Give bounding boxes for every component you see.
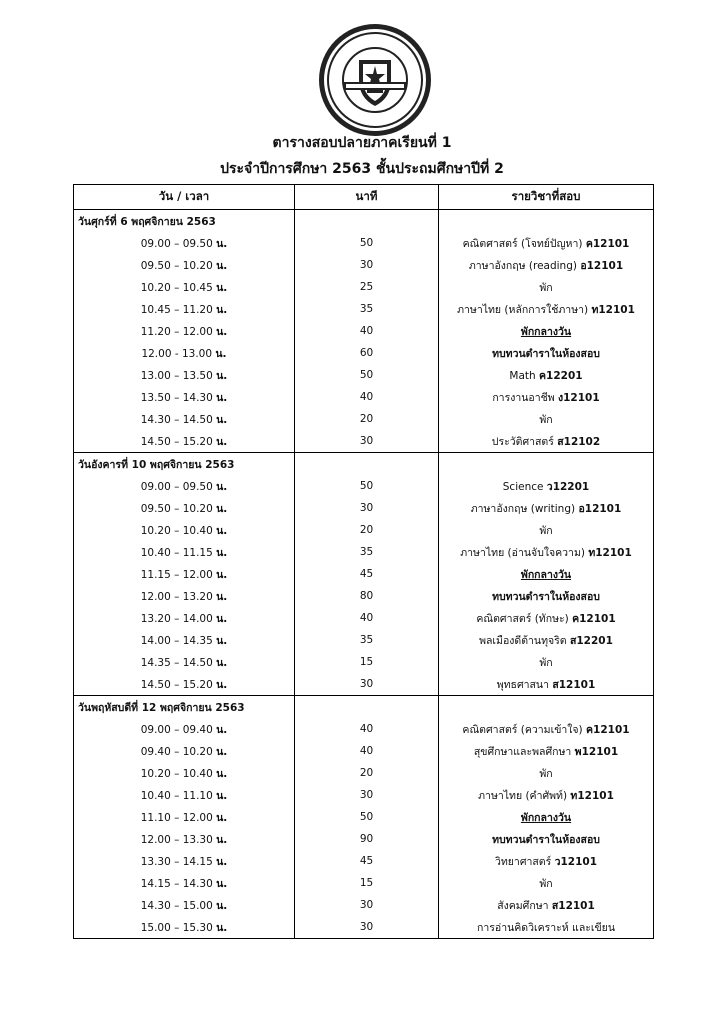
minutes-cell: 40 bbox=[295, 386, 439, 408]
time-unit: น. bbox=[216, 723, 228, 736]
empty-cell bbox=[439, 210, 654, 233]
time-range: 12.00 – 13.30 bbox=[140, 833, 213, 846]
subject-name: ทบทวนตำราในห้องสอบ bbox=[492, 590, 600, 603]
time-range: 11.15 – 12.00 bbox=[140, 568, 213, 581]
subject-code: ส12101 bbox=[551, 899, 595, 912]
time-unit: น. bbox=[216, 546, 228, 559]
subject-cell bbox=[439, 673, 654, 696]
exam-schedule-subtitle: ประจำปีการศึกษา 2563 ชั้นประถมศึกษาปีที่ 2 bbox=[220, 161, 504, 177]
time-range: 14.35 – 14.50 bbox=[140, 656, 213, 669]
minutes-cell: 45 bbox=[295, 850, 439, 872]
table-header-row bbox=[74, 185, 654, 210]
subject-cell bbox=[439, 430, 654, 453]
time-cell bbox=[74, 475, 295, 497]
minutes-cell: 20 bbox=[295, 762, 439, 784]
time-cell bbox=[74, 386, 295, 408]
time-range: 09.50 – 10.20 bbox=[140, 502, 213, 515]
time-range: 13.00 – 13.50 bbox=[140, 369, 213, 382]
time-cell bbox=[74, 828, 295, 850]
subject-cell bbox=[439, 762, 654, 784]
time-unit: น. bbox=[216, 413, 228, 426]
time-cell bbox=[74, 806, 295, 828]
time-unit: น. bbox=[216, 767, 228, 780]
subject-code: ส12102 bbox=[557, 435, 601, 448]
table-row bbox=[74, 430, 654, 453]
subject-name: ภาษาไทย (หลักการใช้ภาษา) bbox=[457, 303, 589, 316]
subject-name: พุทธศาสนา bbox=[496, 678, 549, 691]
minutes-cell: 35 bbox=[295, 629, 439, 651]
subject-cell bbox=[439, 541, 654, 563]
time-range: 14.15 – 14.30 bbox=[140, 877, 213, 890]
time-unit: น. bbox=[216, 921, 228, 934]
time-range: 11.20 – 12.00 bbox=[140, 325, 213, 338]
time-range: 14.50 – 15.20 bbox=[140, 678, 213, 691]
time-unit: น. bbox=[216, 877, 228, 890]
subject-cell bbox=[439, 828, 654, 850]
time-unit: น. bbox=[216, 435, 228, 448]
subject-code: ท12101 bbox=[588, 546, 632, 559]
minutes-cell: 35 bbox=[295, 541, 439, 563]
table-row bbox=[74, 872, 654, 894]
time-unit: น. bbox=[216, 391, 228, 404]
time-unit: น. bbox=[216, 855, 228, 868]
minutes-cell: 45 bbox=[295, 563, 439, 585]
table-row bbox=[74, 894, 654, 916]
time-range: 14.50 – 15.20 bbox=[140, 435, 213, 448]
table-row bbox=[74, 364, 654, 386]
subject-cell bbox=[439, 629, 654, 651]
subject-name: พักกลางวัน bbox=[520, 325, 572, 338]
time-range: 10.40 – 11.10 bbox=[140, 789, 213, 802]
minutes-cell: 50 bbox=[295, 364, 439, 386]
time-range: 11.10 – 12.00 bbox=[140, 811, 213, 824]
table-row bbox=[74, 519, 654, 541]
time-unit: น. bbox=[216, 811, 228, 824]
subject-name: ทบทวนตำราในห้องสอบ bbox=[492, 833, 600, 846]
time-unit: น. bbox=[215, 347, 227, 360]
minutes-cell: 30 bbox=[295, 497, 439, 519]
subject-cell bbox=[439, 585, 654, 607]
minutes-cell: 15 bbox=[295, 872, 439, 894]
subject-code: ท12101 bbox=[591, 303, 635, 316]
time-cell bbox=[74, 430, 295, 453]
minutes-cell: 50 bbox=[295, 475, 439, 497]
subject-cell bbox=[439, 386, 654, 408]
school-seal-logo bbox=[314, 22, 436, 138]
table-row bbox=[74, 651, 654, 673]
subject-name: คณิตศาสตร์ (ความเข้าใจ) bbox=[462, 723, 583, 736]
day-header-row bbox=[74, 210, 654, 233]
time-unit: น. bbox=[216, 899, 228, 912]
time-cell bbox=[74, 607, 295, 629]
table-row bbox=[74, 320, 654, 342]
time-cell bbox=[74, 364, 295, 386]
minutes-cell: 20 bbox=[295, 519, 439, 541]
subject-cell bbox=[439, 563, 654, 585]
empty-cell bbox=[295, 210, 439, 233]
time-unit: น. bbox=[216, 745, 228, 758]
minutes-cell: 30 bbox=[295, 894, 439, 916]
time-cell bbox=[74, 519, 295, 541]
subject-code: ท12101 bbox=[570, 789, 614, 802]
subject-name: พัก bbox=[539, 877, 553, 890]
subject-cell bbox=[439, 740, 654, 762]
subject-name: ภาษาอังกฤษ (writing) bbox=[470, 502, 576, 515]
subject-cell bbox=[439, 342, 654, 364]
subject-code: ค12101 bbox=[586, 723, 630, 736]
time-unit: น. bbox=[216, 369, 228, 382]
subject-code: ค12201 bbox=[539, 369, 583, 382]
minutes-cell: 25 bbox=[295, 276, 439, 298]
time-unit: น. bbox=[216, 237, 228, 250]
minutes-cell: 30 bbox=[295, 673, 439, 696]
table-row bbox=[74, 916, 654, 939]
time-cell bbox=[74, 651, 295, 673]
subject-code: ส12201 bbox=[569, 634, 613, 647]
table-row bbox=[74, 563, 654, 585]
time-range: 09.00 – 09.40 bbox=[140, 723, 213, 736]
subject-name: พลเมืองดีต้านทุจริต bbox=[479, 634, 567, 647]
table-row bbox=[74, 298, 654, 320]
time-range: 13.20 – 14.00 bbox=[140, 612, 213, 625]
subject-cell bbox=[439, 784, 654, 806]
subject-name: วิทยาศาสตร์ bbox=[494, 855, 552, 868]
subject-name: ทบทวนตำราในห้องสอบ bbox=[492, 347, 600, 360]
table-row bbox=[74, 254, 654, 276]
minutes-cell: 50 bbox=[295, 232, 439, 254]
time-unit: น. bbox=[216, 568, 228, 581]
time-unit: น. bbox=[216, 480, 228, 493]
table-row bbox=[74, 276, 654, 298]
minutes-cell: 60 bbox=[295, 342, 439, 364]
subject-name: คณิตศาสตร์ (โจทย์ปัญหา) bbox=[462, 237, 583, 250]
subject-name: คณิตศาสตร์ (ทักษะ) bbox=[476, 612, 569, 625]
subject-cell bbox=[439, 872, 654, 894]
subject-code: พ12101 bbox=[574, 745, 619, 758]
time-range: 10.20 – 10.45 bbox=[140, 281, 213, 294]
subject-code: ง12101 bbox=[558, 391, 600, 404]
column-header-subject: รายวิชาที่สอบ bbox=[439, 185, 654, 210]
minutes-cell: 30 bbox=[295, 784, 439, 806]
table-row bbox=[74, 784, 654, 806]
subject-name: พัก bbox=[539, 413, 553, 426]
time-range: 10.20 – 10.40 bbox=[140, 524, 213, 537]
time-unit: น. bbox=[216, 833, 228, 846]
minutes-cell: 40 bbox=[295, 740, 439, 762]
table-row bbox=[74, 497, 654, 519]
subject-cell bbox=[439, 916, 654, 939]
time-cell bbox=[74, 254, 295, 276]
time-range: 15.00 – 15.30 bbox=[140, 921, 213, 934]
subject-cell bbox=[439, 806, 654, 828]
time-range: 10.20 – 10.40 bbox=[140, 767, 213, 780]
subject-name: ภาษาไทย (คำศัพท์) bbox=[478, 789, 568, 802]
subject-name: ภาษาไทย (อ่านจับใจความ) bbox=[460, 546, 585, 559]
subject-cell bbox=[439, 850, 654, 872]
subject-cell bbox=[439, 894, 654, 916]
time-unit: น. bbox=[216, 634, 228, 647]
table-row bbox=[74, 386, 654, 408]
subject-name: ภาษาอังกฤษ (reading) bbox=[468, 259, 577, 272]
subject-code: ว12201 bbox=[546, 480, 590, 493]
time-cell bbox=[74, 762, 295, 784]
subject-name: พัก bbox=[539, 524, 553, 537]
subject-cell bbox=[439, 298, 654, 320]
table-row bbox=[74, 740, 654, 762]
time-unit: น. bbox=[216, 281, 228, 294]
table-row bbox=[74, 828, 654, 850]
time-range: 14.00 – 14.35 bbox=[140, 634, 213, 647]
subject-cell bbox=[439, 232, 654, 254]
table-row bbox=[74, 475, 654, 497]
subject-code: ค12101 bbox=[572, 612, 616, 625]
subject-name: การอ่านคิดวิเคราะห์ และเขียน bbox=[477, 921, 615, 934]
day-label: วันพฤหัสบดีที่ 12 พฤศจิกายน 2563 bbox=[74, 696, 295, 719]
subject-cell bbox=[439, 475, 654, 497]
empty-cell bbox=[439, 696, 654, 719]
time-cell bbox=[74, 916, 295, 939]
table-row bbox=[74, 718, 654, 740]
time-cell bbox=[74, 541, 295, 563]
minutes-cell: 90 bbox=[295, 828, 439, 850]
table-row bbox=[74, 762, 654, 784]
subject-cell bbox=[439, 497, 654, 519]
empty-cell bbox=[295, 453, 439, 476]
time-cell bbox=[74, 850, 295, 872]
subject-name: พัก bbox=[539, 281, 553, 294]
time-range: 14.30 – 15.00 bbox=[140, 899, 213, 912]
subject-name: ประวัติศาสตร์ bbox=[491, 435, 554, 448]
time-cell bbox=[74, 629, 295, 651]
subject-cell bbox=[439, 254, 654, 276]
minutes-cell: 40 bbox=[295, 607, 439, 629]
table-row bbox=[74, 850, 654, 872]
table-row bbox=[74, 541, 654, 563]
time-cell bbox=[74, 894, 295, 916]
minutes-cell: 40 bbox=[295, 320, 439, 342]
time-unit: น. bbox=[216, 303, 228, 316]
minutes-cell: 15 bbox=[295, 651, 439, 673]
time-cell bbox=[74, 232, 295, 254]
time-range: 09.50 – 10.20 bbox=[140, 259, 213, 272]
time-cell bbox=[74, 320, 295, 342]
time-range: 12.00 – 13.20 bbox=[140, 590, 213, 603]
table-row bbox=[74, 673, 654, 696]
minutes-cell: 30 bbox=[295, 430, 439, 453]
time-range: 10.40 – 11.15 bbox=[140, 546, 213, 559]
minutes-cell: 40 bbox=[295, 718, 439, 740]
time-cell bbox=[74, 718, 295, 740]
time-unit: น. bbox=[216, 259, 228, 272]
subject-code: อ12101 bbox=[580, 259, 624, 272]
time-cell bbox=[74, 740, 295, 762]
subject-name: พัก bbox=[539, 767, 553, 780]
time-cell bbox=[74, 298, 295, 320]
table-row bbox=[74, 585, 654, 607]
time-cell bbox=[74, 408, 295, 430]
subject-cell bbox=[439, 276, 654, 298]
time-cell bbox=[74, 497, 295, 519]
time-range: 09.40 – 10.20 bbox=[140, 745, 213, 758]
minutes-cell: 30 bbox=[295, 916, 439, 939]
time-range: 09.00 – 09.50 bbox=[140, 237, 213, 250]
minutes-cell: 50 bbox=[295, 806, 439, 828]
subject-cell bbox=[439, 364, 654, 386]
time-range: 10.45 – 11.20 bbox=[140, 303, 213, 316]
subject-code: ส12101 bbox=[552, 678, 596, 691]
day-label: วันศุกร์ที่ 6 พฤศจิกายน 2563 bbox=[74, 210, 295, 233]
subject-code: ว12101 bbox=[554, 855, 598, 868]
minutes-cell: 35 bbox=[295, 298, 439, 320]
table-row bbox=[74, 629, 654, 651]
time-cell bbox=[74, 872, 295, 894]
column-header-minutes: นาที bbox=[295, 185, 439, 210]
day-label: วันอังคารที่ 10 พฤศจิกายน 2563 bbox=[74, 453, 295, 476]
table-row bbox=[74, 342, 654, 364]
subject-name: สุขศึกษาและพลศึกษา bbox=[473, 745, 572, 758]
time-unit: น. bbox=[216, 612, 228, 625]
time-unit: น. bbox=[216, 325, 228, 338]
time-range: 09.00 – 09.50 bbox=[140, 480, 213, 493]
minutes-cell: 20 bbox=[295, 408, 439, 430]
table-row bbox=[74, 806, 654, 828]
time-unit: น. bbox=[216, 502, 228, 515]
column-header-day-time: วัน / เวลา bbox=[74, 185, 295, 210]
time-range: 12.00 - 13.00 bbox=[141, 347, 213, 360]
empty-cell bbox=[295, 696, 439, 719]
minutes-cell: 30 bbox=[295, 254, 439, 276]
day-header-row bbox=[74, 696, 654, 719]
subject-name: พักกลางวัน bbox=[520, 568, 572, 581]
time-unit: น. bbox=[216, 524, 228, 537]
subject-code: อ12101 bbox=[578, 502, 622, 515]
time-unit: น. bbox=[216, 789, 228, 802]
subject-cell bbox=[439, 320, 654, 342]
table-row bbox=[74, 232, 654, 254]
subject-cell bbox=[439, 408, 654, 430]
time-cell bbox=[74, 276, 295, 298]
table-row bbox=[74, 607, 654, 629]
time-cell bbox=[74, 342, 295, 364]
time-cell bbox=[74, 585, 295, 607]
subject-cell bbox=[439, 718, 654, 740]
minutes-cell: 80 bbox=[295, 585, 439, 607]
subject-name: Science bbox=[502, 480, 544, 493]
exam-schedule-table bbox=[73, 184, 654, 939]
subject-cell bbox=[439, 651, 654, 673]
time-range: 14.30 – 14.50 bbox=[140, 413, 213, 426]
subject-name: การงานอาชีพ bbox=[492, 391, 555, 404]
subject-cell bbox=[439, 519, 654, 541]
subject-name: พักกลางวัน bbox=[520, 811, 572, 824]
day-header-row bbox=[74, 453, 654, 476]
time-cell bbox=[74, 673, 295, 696]
time-unit: น. bbox=[216, 590, 228, 603]
time-unit: น. bbox=[216, 678, 228, 691]
subject-code: ค12101 bbox=[585, 237, 630, 250]
exam-schedule-title: ตารางสอบปลายภาคเรียนที่ 1 bbox=[272, 135, 452, 151]
time-range: 13.30 – 14.15 bbox=[140, 855, 213, 868]
subject-name: พัก bbox=[539, 656, 553, 669]
time-unit: น. bbox=[216, 656, 228, 669]
subject-name: Math bbox=[509, 369, 536, 382]
time-cell bbox=[74, 784, 295, 806]
subject-name: สังคมศึกษา bbox=[497, 899, 549, 912]
empty-cell bbox=[439, 453, 654, 476]
time-range: 13.50 – 14.30 bbox=[140, 391, 213, 404]
subject-cell bbox=[439, 607, 654, 629]
time-cell bbox=[74, 563, 295, 585]
table-row bbox=[74, 408, 654, 430]
